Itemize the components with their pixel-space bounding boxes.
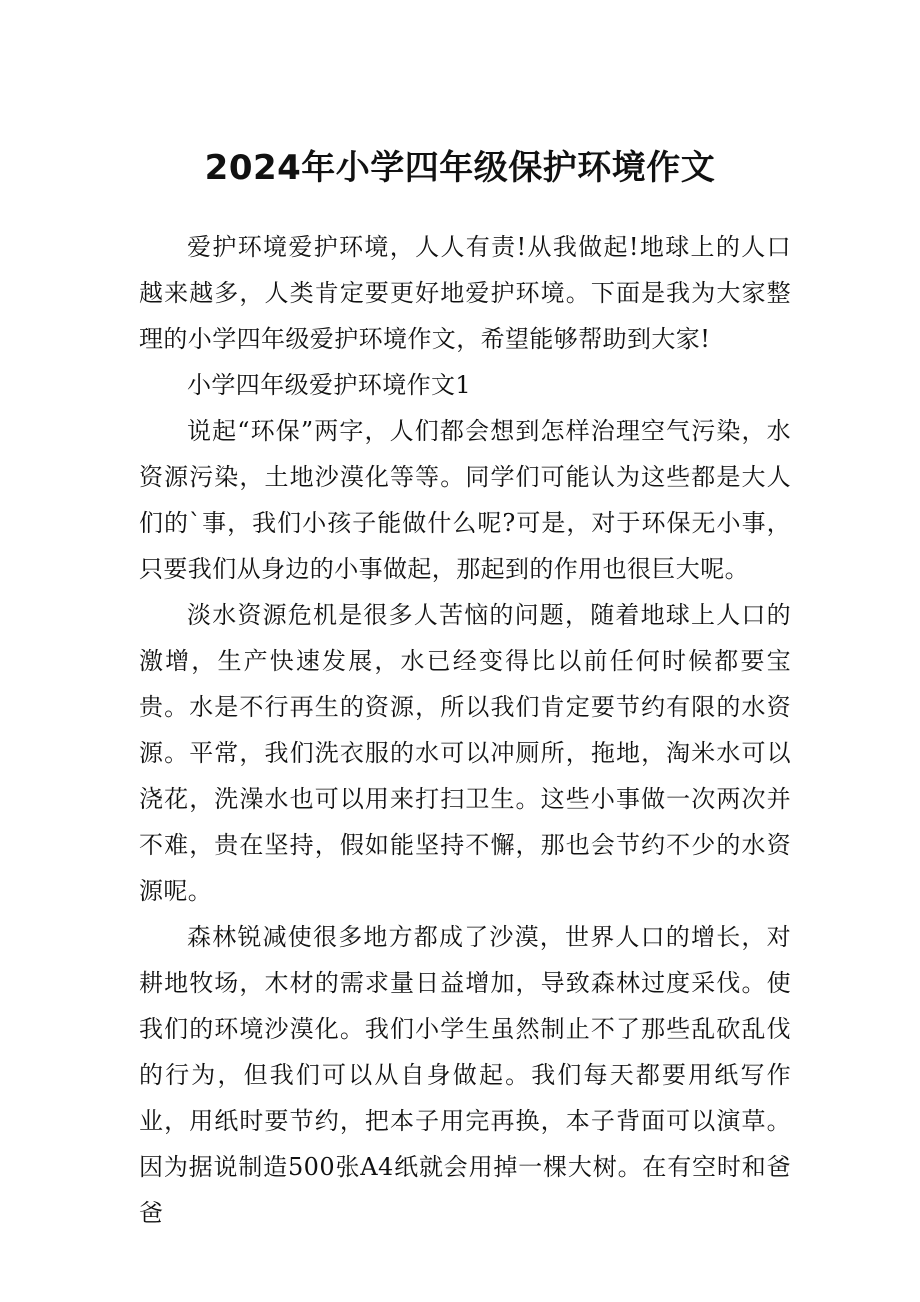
essay-heading: 小学四年级爱护环境作文1 [187, 371, 472, 399]
intro-paragraph: 爱护环境爱护环境，人人有责!从我做起!地球上的人口越来越多，人类肯定要更好地爱护环境。下面是我为大家整理的小学四年级爱护环境作文，希望能够帮助到大家! [139, 233, 791, 353]
paragraph-water: 淡水资源危机是很多人苦恼的问题，随着地球上人口的激增，生产快速发展，水已经变得比以前任何时候都要宝贵。水是不行再生的资源，所以我们肯定要节约有限的水资源。平常，我们洗衣服的水可以冲厕所，拖地，淘米水可以浇花，洗澡水也可以用来打扫卫生。这些小事做一次两次并不难，贵在坚持，假如能坚持不懈，那也会节约不少的水资源呢。 [139, 601, 791, 905]
paragraph-environment: 说起“环保”两字，人们都会想到怎样治理空气污染，水资源污染，土地沙漠化等等。同学们可能认为这些都是大人们的`事，我们小孩子能做什么呢?可是，对于环保无小事，只要我们从身边的小事做起，那起到的作用也很巨大呢。 [139, 417, 791, 583]
paragraph-forest: 森林锐减使很多地方都成了沙漠，世界人口的增长，对耕地牧场，木材的需求量日益增加，导致森林过度采伐。使我们的环境沙漠化。我们小学生虽然制止不了那些乱砍乱伐的行为，但我们可以从自身做起。我们每天都要用纸写作业，用纸时要节约，把本子用完再换，本子背面可以演草。因为据说制造500张A4纸就会用掉一棵大树。在有空时和爸爸 [139, 923, 791, 1227]
document-body [139, 224, 791, 1236]
document-title: 2024年小学四年级保护环境作文 [204, 148, 716, 188]
